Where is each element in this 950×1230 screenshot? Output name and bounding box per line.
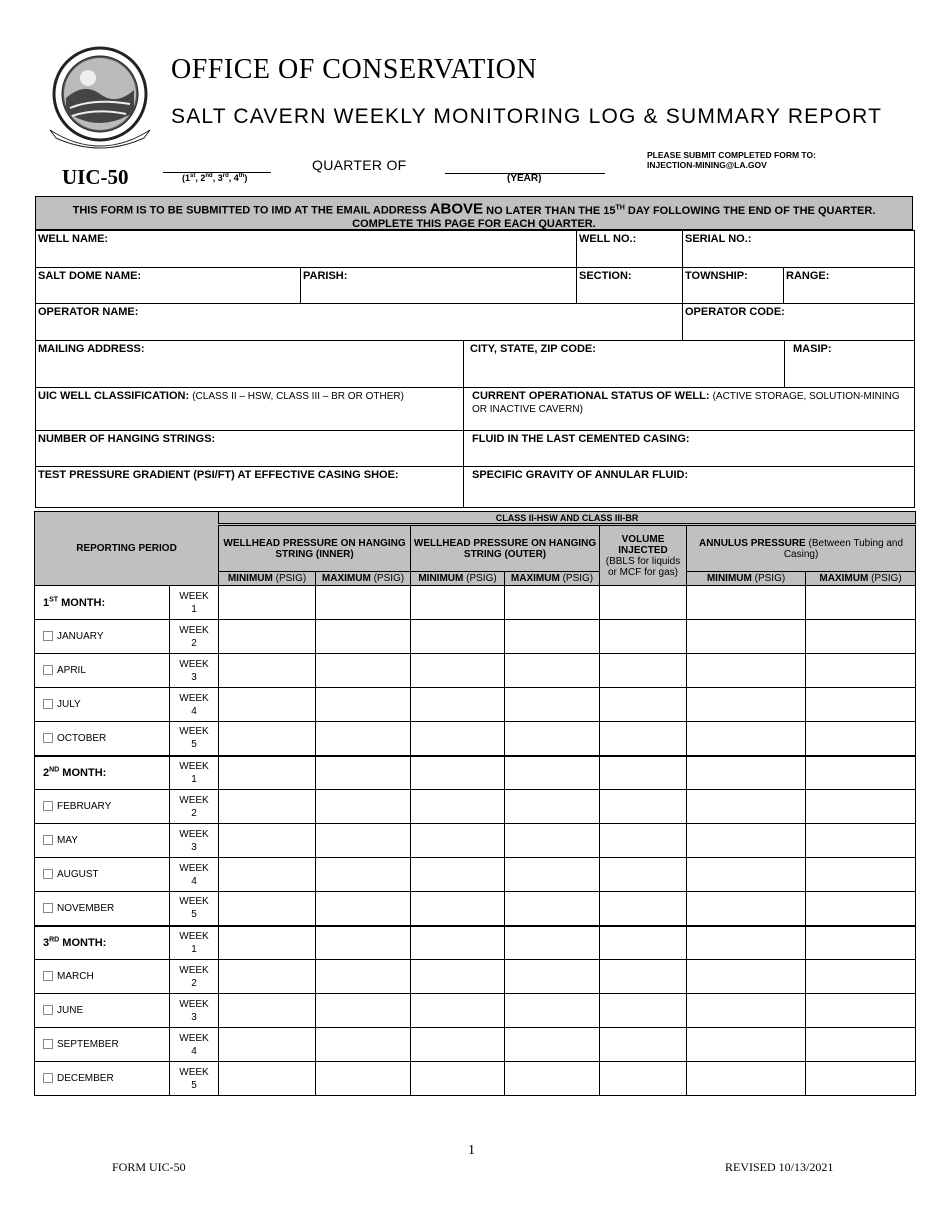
table-row bbox=[35, 926, 916, 960]
annulus-max-header: MAXIMUM (PSIG) bbox=[806, 572, 916, 586]
entry-cell[interactable] bbox=[687, 892, 806, 926]
table-row bbox=[35, 824, 916, 858]
entry-cell[interactable] bbox=[411, 654, 505, 688]
checkbox-icon[interactable] bbox=[43, 869, 53, 879]
entry-cell[interactable] bbox=[316, 1062, 411, 1096]
entry-cell[interactable] bbox=[600, 654, 687, 688]
reporting-period-header: REPORTING PERIOD bbox=[35, 512, 219, 586]
year-hint: (YEAR) bbox=[507, 173, 542, 184]
entry-cell[interactable] bbox=[316, 892, 411, 926]
entry-cell[interactable] bbox=[687, 688, 806, 722]
month-option-checkbox[interactable]: MARCH bbox=[35, 960, 170, 994]
entry-cell[interactable] bbox=[219, 654, 316, 688]
entry-cell[interactable] bbox=[687, 994, 806, 1028]
specific-gravity-field[interactable]: SPECIFIC GRAVITY OF ANNULAR FLUID: bbox=[463, 466, 915, 508]
form-code: UIC-50 bbox=[62, 165, 129, 189]
footer-form-name: FORM UIC-50 bbox=[112, 1160, 186, 1174]
entry-cell[interactable] bbox=[505, 688, 600, 722]
month-option-checkbox[interactable]: MAY bbox=[35, 824, 170, 858]
checkbox-icon[interactable] bbox=[43, 835, 53, 845]
entry-cell[interactable] bbox=[411, 892, 505, 926]
class-header: CLASS II-HSW AND CLASS III-BR bbox=[219, 512, 916, 525]
entry-cell[interactable] bbox=[687, 620, 806, 654]
entry-cell[interactable] bbox=[219, 858, 316, 892]
entry-cell[interactable] bbox=[687, 926, 806, 960]
month-option-checkbox[interactable]: JULY bbox=[35, 688, 170, 722]
entry-cell[interactable] bbox=[219, 960, 316, 994]
entry-cell[interactable] bbox=[806, 960, 916, 994]
checkbox-icon[interactable] bbox=[43, 1039, 53, 1049]
table-row bbox=[35, 858, 916, 892]
township-field[interactable]: TOWNSHIP: bbox=[682, 267, 784, 304]
month-option-checkbox[interactable]: APRIL bbox=[35, 654, 170, 688]
table-row bbox=[35, 722, 916, 756]
entry-cell[interactable] bbox=[806, 756, 916, 790]
entry-cell[interactable] bbox=[316, 824, 411, 858]
entry-cell[interactable] bbox=[316, 620, 411, 654]
week-label: WEEK 2 bbox=[170, 790, 219, 824]
entry-cell[interactable] bbox=[687, 858, 806, 892]
entry-cell[interactable] bbox=[505, 892, 600, 926]
entry-cell[interactable] bbox=[806, 722, 916, 756]
month-label: 2ND MONTH: bbox=[35, 756, 170, 790]
entry-cell[interactable] bbox=[505, 960, 600, 994]
outer-max-header: MAXIMUM (PSIG) bbox=[505, 572, 600, 586]
table-row bbox=[35, 620, 916, 654]
entry-cell[interactable] bbox=[600, 892, 687, 926]
city-state-zip-field[interactable]: CITY, STATE, ZIP CODE: bbox=[463, 340, 785, 388]
entry-cell[interactable] bbox=[411, 994, 505, 1028]
entry-cell[interactable] bbox=[219, 790, 316, 824]
entry-cell[interactable] bbox=[411, 790, 505, 824]
table-row bbox=[35, 960, 916, 994]
checkbox-icon[interactable] bbox=[43, 971, 53, 981]
entry-cell[interactable] bbox=[219, 892, 316, 926]
monitoring-log-table bbox=[34, 511, 916, 1096]
salt-dome-field[interactable]: SALT DOME NAME: bbox=[35, 267, 301, 304]
entry-cell[interactable] bbox=[411, 824, 505, 858]
entry-cell[interactable] bbox=[687, 722, 806, 756]
table-row bbox=[35, 790, 916, 824]
checkbox-icon[interactable] bbox=[43, 631, 53, 641]
entry-cell[interactable] bbox=[316, 858, 411, 892]
quarter-hint: (1st, 2nd, 3rd, 4th) bbox=[182, 173, 248, 183]
entry-cell[interactable] bbox=[806, 1062, 916, 1096]
entry-cell[interactable] bbox=[411, 688, 505, 722]
entry-cell[interactable] bbox=[316, 756, 411, 790]
entry-cell[interactable] bbox=[806, 688, 916, 722]
entry-cell[interactable] bbox=[505, 1062, 600, 1096]
month-label: 1ST MONTH: bbox=[35, 586, 170, 620]
entry-cell[interactable] bbox=[411, 1028, 505, 1062]
annulus-min-header: MINIMUM (PSIG) bbox=[687, 572, 806, 586]
masip-field[interactable]: MASIP: bbox=[784, 340, 915, 388]
entry-cell[interactable] bbox=[219, 994, 316, 1028]
month-option-checkbox[interactable]: DECEMBER bbox=[35, 1062, 170, 1096]
entry-cell[interactable] bbox=[687, 1062, 806, 1096]
checkbox-icon[interactable] bbox=[43, 665, 53, 675]
month-label: 3RD MONTH: bbox=[35, 926, 170, 960]
entry-cell[interactable] bbox=[411, 756, 505, 790]
checkbox-icon[interactable] bbox=[43, 1073, 53, 1083]
entry-cell[interactable] bbox=[316, 926, 411, 960]
month-option-checkbox[interactable]: FEBRUARY bbox=[35, 790, 170, 824]
month-option-checkbox[interactable]: OCTOBER bbox=[35, 722, 170, 756]
entry-cell[interactable] bbox=[687, 790, 806, 824]
entry-cell[interactable] bbox=[687, 586, 806, 620]
operator-code-field[interactable]: OPERATOR CODE: bbox=[682, 303, 915, 341]
entry-cell[interactable] bbox=[505, 654, 600, 688]
checkbox-icon[interactable] bbox=[43, 801, 53, 811]
entry-cell[interactable] bbox=[219, 756, 316, 790]
entry-cell[interactable] bbox=[600, 858, 687, 892]
operator-name-field[interactable]: OPERATOR NAME: bbox=[35, 303, 683, 341]
month-option-checkbox[interactable]: JUNE bbox=[35, 994, 170, 1028]
month-option-checkbox[interactable]: NOVEMBER bbox=[35, 892, 170, 926]
mailing-address-field[interactable]: MAILING ADDRESS: bbox=[35, 340, 464, 388]
inner-min-header: MINIMUM (PSIG) bbox=[219, 572, 316, 586]
entry-cell[interactable] bbox=[505, 722, 600, 756]
entry-cell[interactable] bbox=[411, 960, 505, 994]
entry-cell[interactable] bbox=[505, 824, 600, 858]
table-row bbox=[35, 586, 916, 620]
submit-email: INJECTION-MINING@LA.GOV bbox=[647, 160, 767, 170]
entry-cell[interactable] bbox=[600, 960, 687, 994]
entry-cell[interactable] bbox=[806, 1028, 916, 1062]
week-label: WEEK 4 bbox=[170, 1028, 219, 1062]
inner-max-header: MAXIMUM (PSIG) bbox=[316, 572, 411, 586]
entry-cell[interactable] bbox=[411, 586, 505, 620]
entry-cell[interactable] bbox=[316, 654, 411, 688]
entry-cell[interactable] bbox=[600, 756, 687, 790]
footer-revised-date: REVISED 10/13/2021 bbox=[725, 1160, 834, 1174]
form-subtitle: SALT CAVERN WEEKLY MONITORING LOG & SUMMARY REPORT bbox=[171, 105, 883, 128]
uic-classification-field[interactable]: UIC WELL CLASSIFICATION: (CLASS II – HSW, CLASS III – BR OR OTHER) bbox=[35, 387, 464, 431]
entry-cell[interactable] bbox=[316, 790, 411, 824]
quarter-label: QUARTER OF bbox=[312, 157, 407, 173]
entry-cell[interactable] bbox=[505, 994, 600, 1028]
entry-cell[interactable] bbox=[219, 620, 316, 654]
checkbox-icon[interactable] bbox=[43, 1005, 53, 1015]
annulus-pressure-header: ANNULUS PRESSURE (Between Tubing and Casing) bbox=[687, 525, 916, 572]
entry-cell[interactable] bbox=[505, 586, 600, 620]
entry-cell[interactable] bbox=[219, 688, 316, 722]
submit-instructions bbox=[647, 150, 816, 170]
entry-cell[interactable] bbox=[316, 994, 411, 1028]
entry-cell[interactable] bbox=[806, 654, 916, 688]
entry-cell[interactable] bbox=[687, 1028, 806, 1062]
entry-cell[interactable] bbox=[219, 824, 316, 858]
entry-cell[interactable] bbox=[316, 586, 411, 620]
entry-cell[interactable] bbox=[505, 756, 600, 790]
week-label: WEEK 2 bbox=[170, 960, 219, 994]
submission-notice: THIS FORM IS TO BE SUBMITTED TO IMD AT THE EMAIL ADDRESS ABOVE NO LATER THAN THE 15TH DAY FOLLOWING THE END OF THE QUARTER. COMPLETE THIS PAGE FOR EACH QUARTER. bbox=[35, 196, 913, 230]
entry-cell[interactable] bbox=[316, 688, 411, 722]
serial-no-field[interactable]: SERIAL NO.: bbox=[682, 230, 915, 268]
entry-cell[interactable] bbox=[806, 824, 916, 858]
entry-cell[interactable] bbox=[505, 620, 600, 654]
well-name-field[interactable]: WELL NAME: bbox=[35, 230, 577, 268]
entry-cell[interactable] bbox=[806, 586, 916, 620]
entry-cell[interactable] bbox=[600, 722, 687, 756]
table-row bbox=[35, 688, 916, 722]
entry-cell[interactable] bbox=[687, 960, 806, 994]
month-option-checkbox[interactable]: AUGUST bbox=[35, 858, 170, 892]
department-seal-logo bbox=[44, 42, 156, 154]
entry-cell[interactable] bbox=[600, 790, 687, 824]
entry-cell[interactable] bbox=[316, 960, 411, 994]
well-no-field[interactable]: WELL NO.: bbox=[576, 230, 683, 268]
week-label: WEEK 1 bbox=[170, 756, 219, 790]
entry-cell[interactable] bbox=[600, 688, 687, 722]
table-row bbox=[35, 756, 916, 790]
entry-cell[interactable] bbox=[600, 994, 687, 1028]
entry-cell[interactable] bbox=[505, 858, 600, 892]
table-row bbox=[35, 654, 916, 688]
entry-cell[interactable] bbox=[411, 1062, 505, 1096]
checkbox-icon[interactable] bbox=[43, 699, 53, 709]
entry-cell[interactable] bbox=[806, 790, 916, 824]
entry-cell[interactable] bbox=[505, 1028, 600, 1062]
entry-cell[interactable] bbox=[316, 722, 411, 756]
entry-cell[interactable] bbox=[806, 620, 916, 654]
office-title: OFFICE OF CONSERVATION bbox=[171, 54, 538, 85]
table-row bbox=[35, 1062, 916, 1096]
week-label: WEEK 4 bbox=[170, 688, 219, 722]
test-pressure-field[interactable]: TEST PRESSURE GRADIENT (PSI/FT) AT EFFECTIVE CASING SHOE: bbox=[35, 466, 464, 508]
entry-cell[interactable] bbox=[687, 654, 806, 688]
week-label: WEEK 3 bbox=[170, 994, 219, 1028]
week-label: WEEK 5 bbox=[170, 892, 219, 926]
entry-cell[interactable] bbox=[600, 586, 687, 620]
week-label: WEEK 5 bbox=[170, 1062, 219, 1096]
month-option-checkbox[interactable]: JANUARY bbox=[35, 620, 170, 654]
submit-line-1: PLEASE SUBMIT COMPLETED FORM TO: bbox=[647, 150, 816, 160]
entry-cell[interactable] bbox=[687, 756, 806, 790]
week-label: WEEK 1 bbox=[170, 586, 219, 620]
week-label: WEEK 3 bbox=[170, 824, 219, 858]
week-label: WEEK 3 bbox=[170, 654, 219, 688]
hanging-strings-field[interactable]: NUMBER OF HANGING STRINGS: bbox=[35, 430, 464, 467]
entry-cell[interactable] bbox=[600, 824, 687, 858]
range-field[interactable]: RANGE: bbox=[783, 267, 915, 304]
table-row bbox=[35, 1028, 916, 1062]
entry-cell[interactable] bbox=[219, 1028, 316, 1062]
entry-cell[interactable] bbox=[806, 994, 916, 1028]
week-label: WEEK 4 bbox=[170, 858, 219, 892]
wellhead-inner-header: WELLHEAD PRESSURE ON HANGING STRING (INNER) bbox=[219, 525, 411, 572]
entry-cell[interactable] bbox=[687, 824, 806, 858]
entry-cell[interactable] bbox=[411, 926, 505, 960]
entry-cell[interactable] bbox=[806, 858, 916, 892]
week-label: WEEK 1 bbox=[170, 926, 219, 960]
fluid-casing-field[interactable]: FLUID IN THE LAST CEMENTED CASING: bbox=[463, 430, 915, 467]
entry-cell[interactable] bbox=[806, 926, 916, 960]
entry-cell[interactable] bbox=[600, 1062, 687, 1096]
month-option-checkbox[interactable]: SEPTEMBER bbox=[35, 1028, 170, 1062]
entry-cell[interactable] bbox=[600, 1028, 687, 1062]
entry-cell[interactable] bbox=[505, 790, 600, 824]
entry-cell[interactable] bbox=[505, 926, 600, 960]
entry-cell[interactable] bbox=[219, 586, 316, 620]
entry-cell[interactable] bbox=[600, 620, 687, 654]
entry-cell[interactable] bbox=[219, 1062, 316, 1096]
entry-cell[interactable] bbox=[316, 1028, 411, 1062]
entry-cell[interactable] bbox=[219, 926, 316, 960]
operational-status-field[interactable]: CURRENT OPERATIONAL STATUS OF WELL: (ACTIVE STORAGE, SOLUTION-MINING OR INACTIVE CAVERN) bbox=[463, 387, 915, 431]
table-row bbox=[35, 892, 916, 926]
entry-cell[interactable] bbox=[600, 926, 687, 960]
wellhead-outer-header: WELLHEAD PRESSURE ON HANGING STRING (OUTER) bbox=[411, 525, 600, 572]
entry-cell[interactable] bbox=[219, 722, 316, 756]
checkbox-icon[interactable] bbox=[43, 733, 53, 743]
entry-cell[interactable] bbox=[411, 858, 505, 892]
entry-cell[interactable] bbox=[806, 892, 916, 926]
section-field[interactable]: SECTION: bbox=[576, 267, 683, 304]
entry-cell[interactable] bbox=[411, 722, 505, 756]
outer-min-header: MINIMUM (PSIG) bbox=[411, 572, 505, 586]
checkbox-icon[interactable] bbox=[43, 903, 53, 913]
volume-injected-header: VOLUME INJECTED (BBLS for liquids or MCF for gas) bbox=[600, 525, 687, 586]
week-label: WEEK 5 bbox=[170, 722, 219, 756]
week-label: WEEK 2 bbox=[170, 620, 219, 654]
table-row bbox=[35, 994, 916, 1028]
parish-field[interactable]: PARISH: bbox=[300, 267, 577, 304]
entry-cell[interactable] bbox=[411, 620, 505, 654]
page-number: 1 bbox=[468, 1143, 475, 1158]
